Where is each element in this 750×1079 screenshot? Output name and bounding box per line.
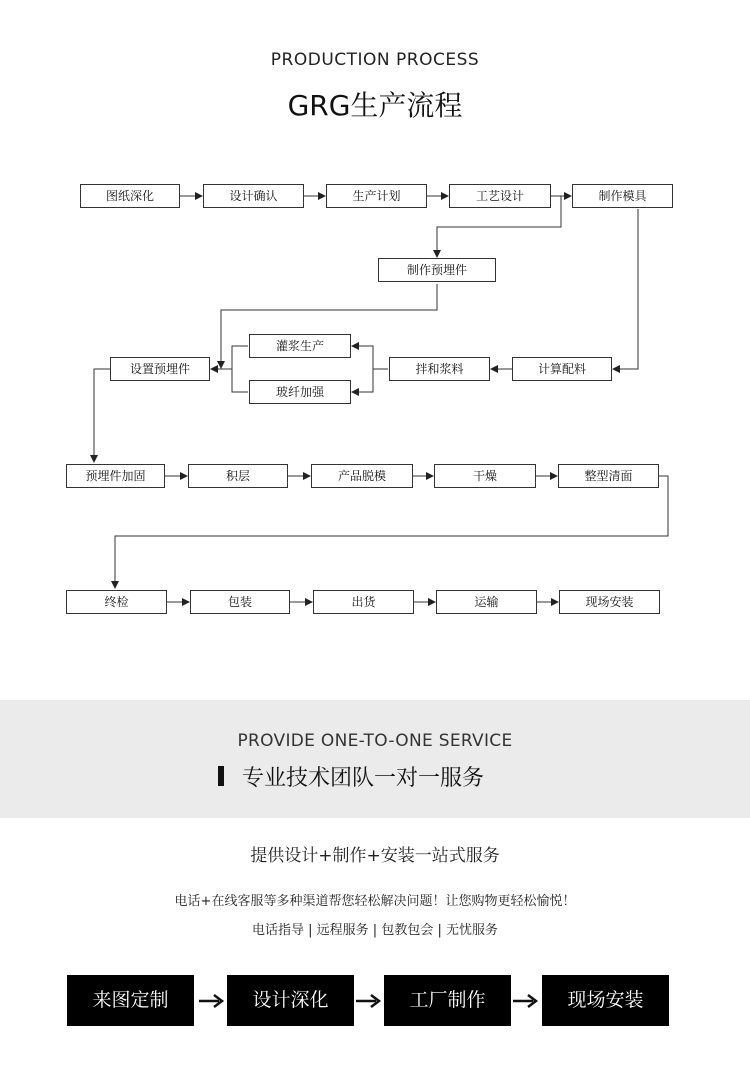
flow-node-make-mold: 制作模具: [572, 184, 673, 208]
flow-node-production-plan: 生产计划: [326, 184, 427, 208]
flow-node-onsite-install: 现场安装: [559, 590, 660, 614]
flow-node-fiber-reinforce: 玻纤加强: [249, 380, 351, 404]
title-accent-bar: [218, 766, 224, 786]
flow-node-set-embedded-parts: 设置预埋件: [110, 357, 210, 381]
arrow-right-icon: [198, 990, 226, 1012]
flow-node-make-embedded-parts: 制作预埋件: [378, 258, 496, 282]
flow-node-reinforce-embedded: 预埋件加固: [66, 464, 165, 488]
flow-node-calc-ingredients: 计算配料: [512, 357, 612, 381]
flow-node-grouting: 灌浆生产: [249, 334, 351, 358]
flow-node-transport: 运输: [436, 590, 537, 614]
flow-node-drawing-detailing: 图纸深化: [80, 184, 180, 208]
flow-node-shipping: 出货: [313, 590, 414, 614]
arrow-right-icon: [512, 990, 540, 1012]
arrow-n9-n12: [94, 369, 110, 462]
contact-channels-text: 电话+在线客服等多种渠道帮您轻松解决问题！让您购物更轻松愉悦！: [174, 894, 576, 909]
step-factory-production: 工厂制作: [384, 975, 511, 1026]
service-list-text: 电话指导 | 远程服务 | 包教包会 | 无忧服务: [252, 923, 498, 938]
step-onsite-installation: 现场安装: [542, 975, 669, 1026]
bracket-n7-n8: [232, 346, 248, 392]
title-en: PRODUCTION PROCESS: [270, 50, 480, 70]
step-design-detailing: 设计深化: [227, 975, 354, 1026]
flow-node-mix-slurry: 拌和浆料: [389, 357, 490, 381]
service-title-en: PROVIDE ONE-TO-ONE SERVICE: [237, 731, 513, 751]
flow-node-drying: 干燥: [434, 464, 536, 488]
flow-node-demolding: 产品脱模: [311, 464, 413, 488]
arrow-n5-n11: [613, 209, 638, 369]
step-custom-drawing: 来图定制: [67, 975, 194, 1026]
arrow-n16-n17: [115, 476, 668, 588]
arrow-branch-n8: [352, 369, 373, 392]
service-title-cn: 专业技术团队一对一服务: [242, 766, 485, 791]
flow-node-layering: 积层: [188, 464, 288, 488]
one-stop-service-text: 提供设计+制作+安装一站式服务: [250, 846, 500, 866]
page-title: GRG生产流程: [287, 89, 463, 122]
service-band: [0, 700, 750, 818]
arrow-branch-n7: [352, 346, 373, 369]
arrow-right-icon: [355, 990, 383, 1012]
flow-node-design-confirm: 设计确认: [203, 184, 304, 208]
flow-node-process-design: 工艺设计: [449, 184, 551, 208]
flow-node-packaging: 包装: [190, 590, 290, 614]
flow-node-final-inspection: 终检: [66, 590, 167, 614]
flow-node-shaping-cleaning: 整型清面: [558, 464, 659, 488]
